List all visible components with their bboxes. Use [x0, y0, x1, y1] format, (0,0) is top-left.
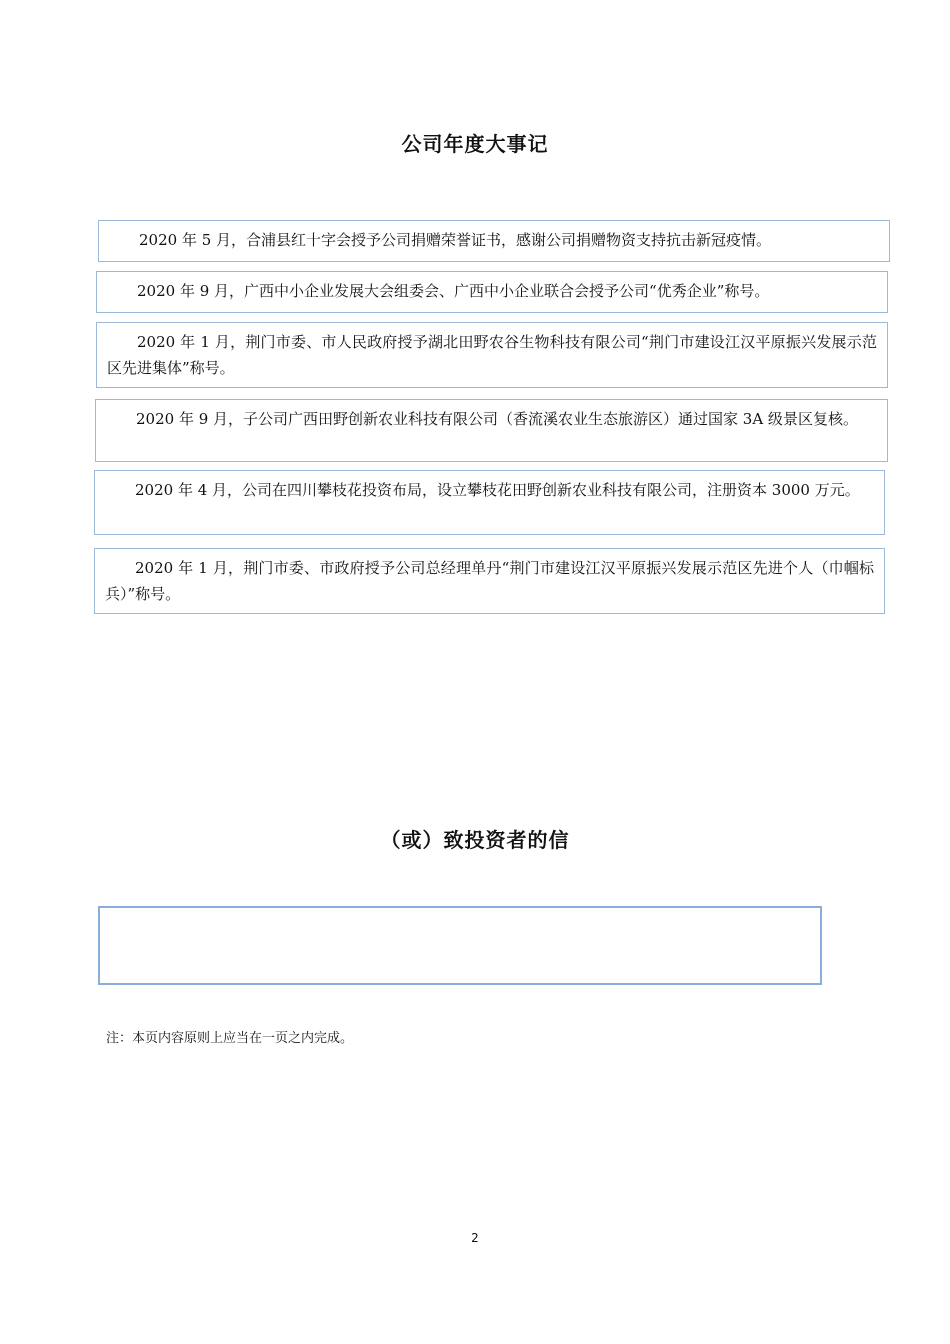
events-section-title: 公司年度大事记: [401, 132, 549, 156]
event-item-2: 2020 年 9 月，广西中小企业发展大会组委会、广西中小企业联合会授予公司“优秀企业”称号。: [96, 271, 888, 313]
page-number: 2: [471, 1231, 479, 1245]
event-item-5: 2020 年 4 月，公司在四川攀枝花投资布局，设立攀枝花田野创新农业科技有限公司，注册资本 3000 万元。: [94, 470, 885, 535]
event-item-6: 2020 年 1 月，荆门市委、市政府授予公司总经理单丹“荆门市建设江汉平原振兴发展示范区先进个人（巾帼标兵）”称号。: [94, 548, 885, 614]
page-note: 注：本页内容原则上应当在一页之内完成。: [106, 1031, 354, 1046]
letter-section-title: （或）致投资者的信: [380, 828, 570, 852]
event-item-3: 2020 年 1 月，荆门市委、市人民政府授予湖北田野农谷生物科技有限公司“荆门市建设江汉平原振兴发展示范区先进集体”称号。: [96, 322, 888, 388]
letter-content-box: [98, 906, 822, 985]
event-item-1: 2020 年 5 月，合浦县红十字会授予公司捐赠荣誉证书，感谢公司捐赠物资支持抗击新冠疫情。: [98, 220, 890, 262]
event-item-4: 2020 年 9 月，子公司广西田野创新农业科技有限公司（香流溪农业生态旅游区）通过国家 3A 级景区复核。: [95, 399, 888, 462]
